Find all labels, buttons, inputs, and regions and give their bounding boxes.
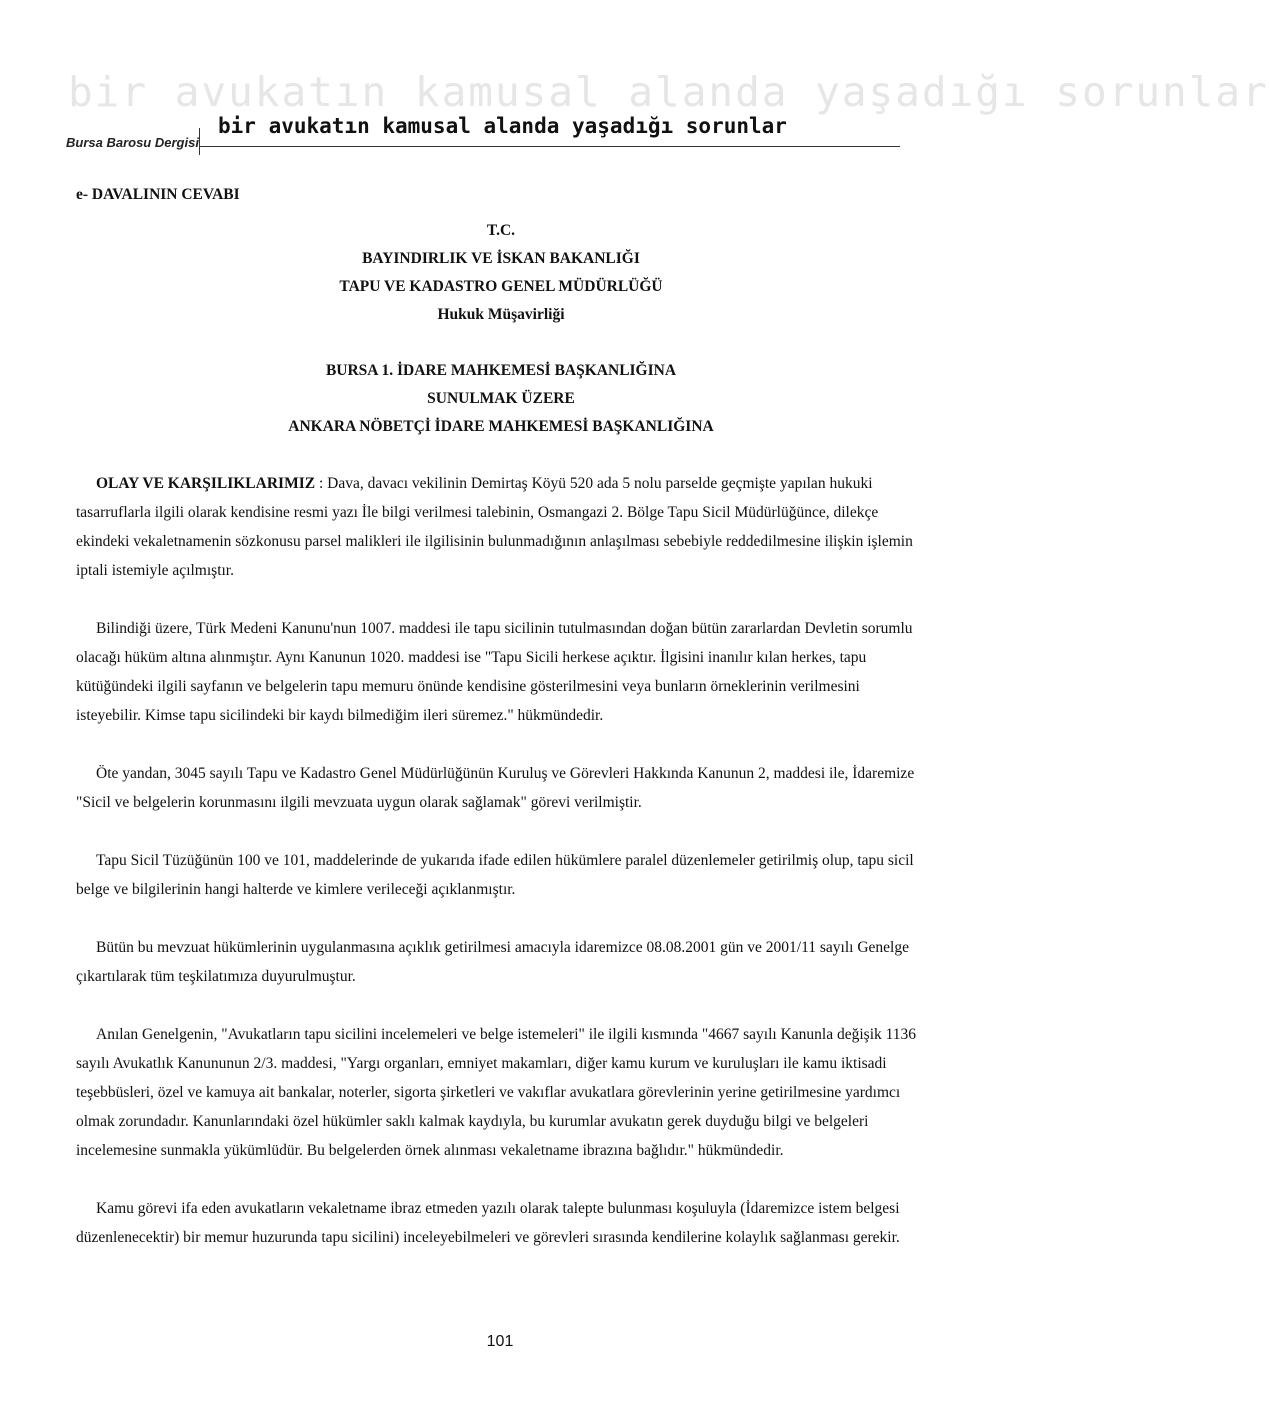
page-number: 101 <box>486 1333 514 1350</box>
paragraph-text: : Dava, davacı vekilinin Demirtaş Köyü 520 ada 5 nolu parselde geçmişte yapılan hukuki tasarruflarla ilgili olarak kendisine resmi yazı İle bilgi verilmesi talebinin, Osmangazi 2. Bölge Tapu Sicil Müdürlüğünce, dilekçe ekindeki vekaletnamenin sözkonusu parsel malikleri ile ilgilisinin bulunmadığının anlaşılması sebebiyle reddedilmesine ilişkin işlemin iptali istemiyle açılmıştır. <box>76 475 913 579</box>
addressee-line: SUNULMAK ÜZERE <box>427 390 575 407</box>
header-title: bir avukatın kamusal alanda yaşadığı sorunlar <box>218 114 787 138</box>
letterhead-line: BAYINDIRLIK VE İSKAN BAKANLIĞI <box>362 250 640 267</box>
addressee <box>76 357 926 441</box>
letterhead <box>76 217 926 329</box>
paragraph-lead: OLAY VE KARŞILIKLARIMIZ <box>96 475 316 492</box>
paragraph: Kamu görevi ifa eden avukatların vekaletname ibraz etmeden yazılı olarak talepte bulunması koşuluyla (İdaremizce istem belgesi düzenlenecektir) bir memur huzurunda tapu sicilini) inceleyebilmeleri ve görevleri sırasında kendilerine kolaylık sağlanması gerekir. <box>76 1200 900 1246</box>
paragraph: Öte yandan, 3045 sayılı Tapu ve Kadastro Genel Müdürlüğünün Kuruluş ve Görevleri Hakkında Kanunun 2, maddesi ile, İdaremize "Sicil ve belgelerin korunmasını ilgili mevzuata uygun olarak sağlamak" görevi verilmiştir. <box>76 765 915 811</box>
paragraph: Anılan Genelgenin, "Avukatların tapu sicilini incelemeleri ve belge istemeleri" ile ilgili kısmında "4667 sayılı Kanunla değişik 1136 sayılı Avukatlık Kanununun 2/3. maddesi, "Yargı organları, emniyet makamları, diğer kamu kurum ve kuruluşları ile kamu iktisadi teşebbüsleri, özel ve kamuya ait bankalar, noterler, sigorta şirketleri ve vakıflar avukatlara görevlerinin yerine getirilmesine yardımcı olmak zorundadır. Kanunlarındaki özel hükümler saklı kalmak kaydıyla, bu kurumlar avukatın gerek duyduğu bilgi ve belgeleri incelemesine sunmakla yükümlüdür. Bu belgelerden örnek alınması vekaletname ibrazına bağlıdır." hükmündedir. <box>76 1026 917 1159</box>
letterhead-line: T.C. <box>486 222 516 239</box>
page-header <box>0 0 1269 160</box>
addressee-line: BURSA 1. İDARE MAHKEMESİ BAŞKANLIĞINA <box>325 362 677 379</box>
paragraph: Bilindiği üzere, Türk Medeni Kanunu'nun 1007. maddesi ile tapu sicilinin tutulmasından doğan bütün zararlardan Devletin sorumlu olacağı hüküm altına alınmıştır. Aynı Kanunun 1020. maddesi ise "Tapu Sicili herkese açıktır. İlgisini inanılır kılan herkes, tapu kütüğündeki ilgili sayfanın ve belgelerin tapu memuru önünde kendisine gösterilmesini veya bunların örneklerinin verilmesini isteyebilir. Kimse tapu sicilindeki bir kaydı bilmediğim ileri süremez." hükmündedir. <box>76 620 913 724</box>
letterhead-line: TAPU VE KADASTRO GENEL MÜDÜRLÜĞÜ <box>339 278 663 295</box>
letterhead-line: Hukuk Müşavirliği <box>437 306 565 323</box>
header-rule <box>200 146 900 147</box>
header-divider <box>199 128 200 155</box>
paragraph <box>76 469 926 585</box>
header-watermark: bir avukatın kamusal alanda yaşadığı sorunlar <box>68 68 1269 116</box>
addressee-line: ANKARA NÖBETÇİ İDARE MAHKEMESİ BAŞKANLIĞINA <box>288 418 714 435</box>
section-heading: e- DAVALININ CEVABI <box>76 186 240 203</box>
document-body <box>76 180 926 1252</box>
paragraph: Tapu Sicil Tüzüğünün 100 ve 101, maddelerinde de yukarıda ifade edilen hükümlere paralel düzenlemeler getirilmiş olup, tapu sicil belge ve bilgilerinin hangi halterde ve kimlere verileceği açıklanmıştır. <box>76 852 914 898</box>
paragraph: Bütün bu mevzuat hükümlerinin uygulanmasına açıklık getirilmesi amacıyla idaremizce 08.08.2001 gün ve 2001/11 sayılı Genelge çıkartılarak tüm teşkilatımıza duyurulmuştur. <box>76 939 909 985</box>
journal-name: Bursa Barosu Dergisi <box>66 135 199 150</box>
